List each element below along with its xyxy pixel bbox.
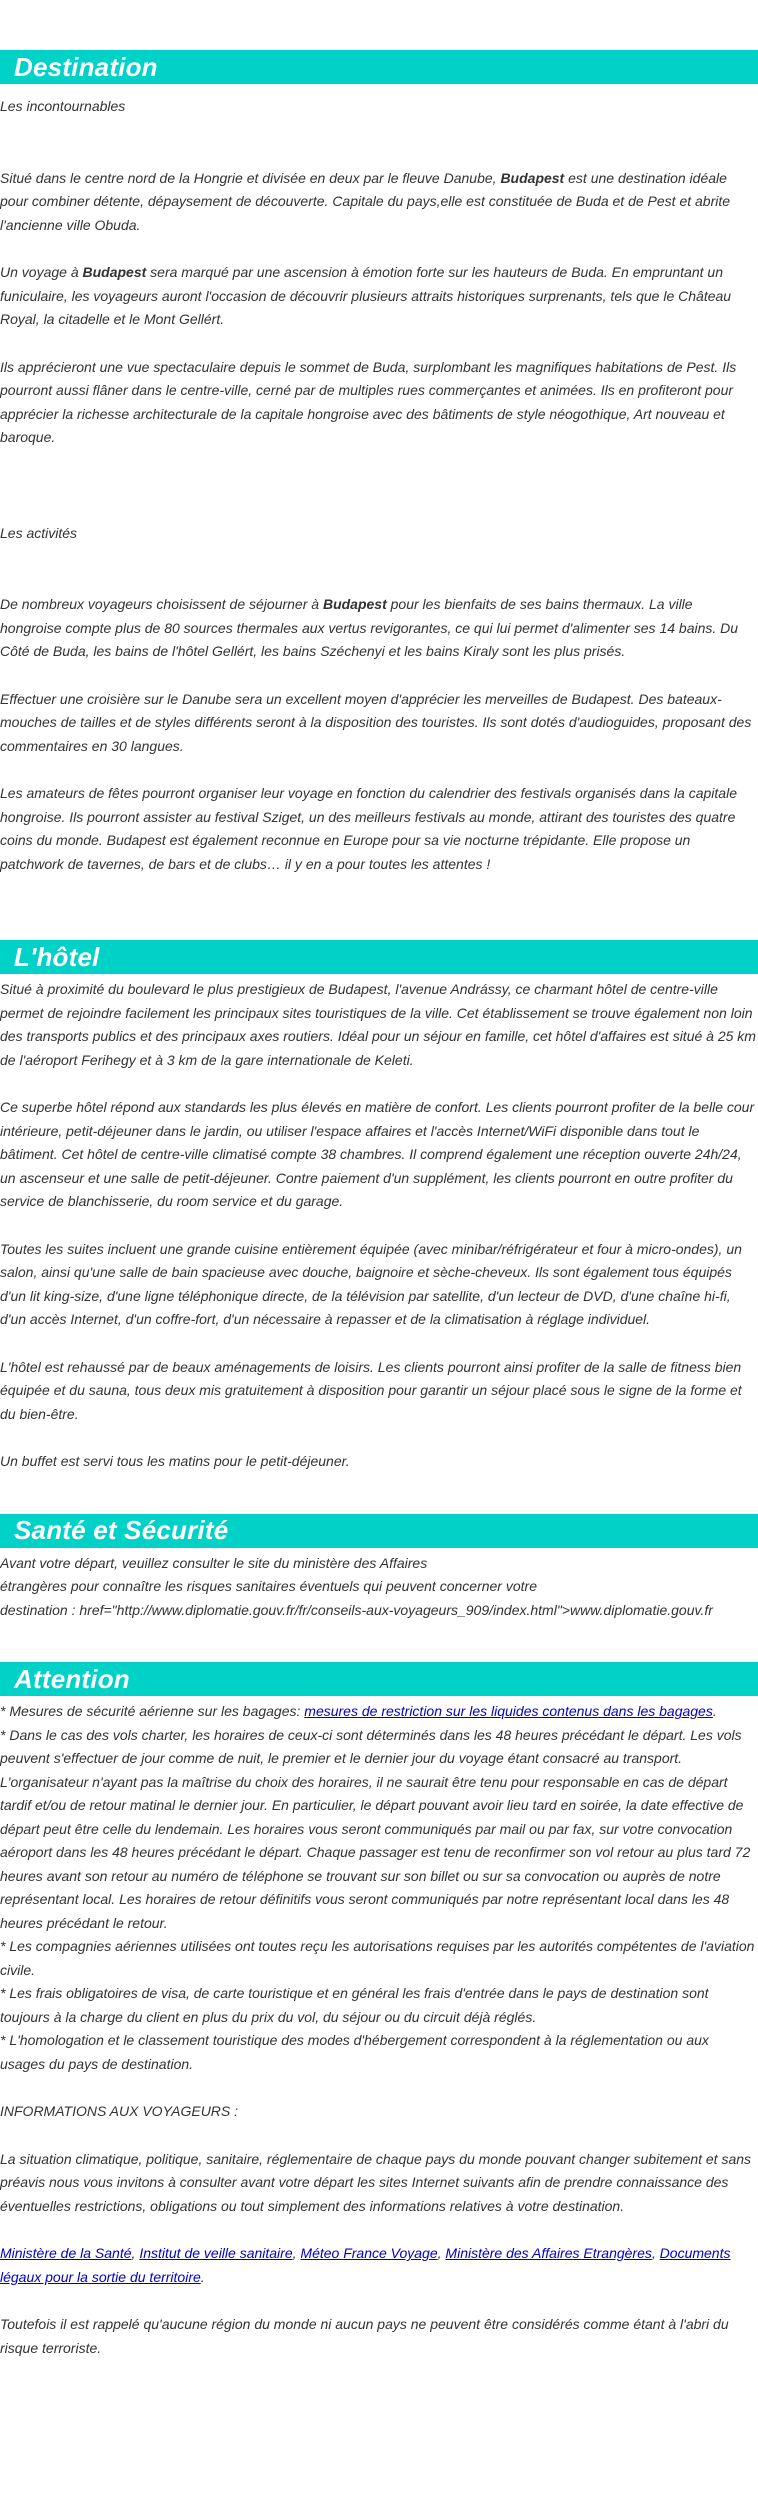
- destination-paragraph: [0, 167, 758, 238]
- attention-title: Attention: [14, 1663, 130, 1694]
- attention-item: * Les frais obligatoires de visa, de carte touristique et en général les frais d'entrée dans le pays de destination sont toujours à la charge du client en plus du prix du vol, du séjour ou du circuit déjà réglés.: [0, 1985, 709, 2025]
- hotel-paragraph: Ce superbe hôtel répond aux standards les plus élevés en matière de confort. Les clients pourront profiter de la belle cour intérieure, petit-déjeuner dans le jardin, ou utiliser l'espace affaires et l'accès Internet/WiFi disponible dans tout le bâtiment. Cet hôtel de centre-ville climatisé compte 38 chambres. Il comprend également une réception ouverte 24h/24, un ascenseur et une salle de petit-déjeuner. Contre paiement d'un supplément, les clients pourront en outre profiter du service de blanchisserie, du room service et du garage.: [0, 1099, 755, 1209]
- separator: .: [200, 2268, 205, 2285]
- hotel-title: L'hôtel: [14, 941, 100, 972]
- separator: ,: [651, 2245, 660, 2261]
- text-span: Situé dans le centre nord de la Hongrie et divisée en deux par le fleuve Danube,: [0, 169, 501, 186]
- hotel-paragraph: Toutes les suites incluent une grande cuisine entièrement équipée (avec minibar/réfrigérateur et four à micro-ondes), un salon, ainsi qu'une salle de bain spacieuse avec douche, baignoire et sèche-cheveux. Ils sont également tous équipés d'un lit king-size, d'une ligne téléphonique directe, de la télévision par satellite, d'un lecteur de DVD, d'une chaîne hi-fi, d'un accès Internet, d'un coffre-fort, d'un nécessaire à repasser et de la climatisation à réglage individuel.: [0, 1240, 742, 1327]
- text-span: Un voyage à: [0, 264, 83, 280]
- attention-item: * Dans le cas des vols charter, les horaires de ceux-ci sont déterminés dans les 48 heures précédant le départ. Les vols peuvent s'effectuer de jour comme de nuit, le premier et le dernier jour du voyage étant consacré au transport. L'organisateur n'ayant pas la maîtrise du choix des horaires, il ne saurait être tenu pour responsable en cas de départ tardif et/ou de retour matinal le dernier jour. En particulier, le départ pouvant avoir lieu tard en soirée, la date effective de départ peut être celle du lendemain. Les horaires vous seront communiqués par mail ou par fax, sur votre convocation aéroport dans les 48 heures précédant le départ. Chaque passager est tenu de reconfirmer son vol retour au plus tard 72 heures avant son retour au numéro de téléphone se trouvant sur son billet ou sur sa convocation ou auprès de notre représentant local. Les horaires de retour définitifs vous seront communiqués par notre représentant local dans les 48 heures précédant le retour.: [0, 1726, 751, 1931]
- health-title: Santé et Sécurité: [14, 1515, 229, 1545]
- info-links: [0, 2242, 758, 2289]
- text-span: sera marqué par une ascension à émotion forte sur les hauteurs de Buda. En empruntant un funiculaire, les voyageurs auront l'occasion de découvrir plusieurs attraits historiques surprenants, tels que le Château Royal, la citadelle et le Mont Gellért.: [0, 264, 732, 327]
- final-paragraph: Toutefois il est rappelé qu'aucune région du monde ni aucun pays ne peuvent être considérés comme étant à l'abri du risque terroriste.: [0, 2316, 729, 2356]
- link-ministere-affaires-etrangeres[interactable]: Ministère des Affaires Etrangères: [445, 2245, 652, 2261]
- link-institut-veille-sanitaire[interactable]: Institut de veille sanitaire: [139, 2245, 293, 2261]
- destination-paragraph: [0, 593, 758, 664]
- separator: ,: [437, 2245, 446, 2261]
- destination-paragraph: [0, 261, 758, 332]
- separator: ,: [131, 2245, 140, 2261]
- info-heading: INFORMATIONS AUX VOYAGEURS :: [0, 2103, 239, 2119]
- destination-paragraph: Ils apprécieront une vue spectaculaire depuis le sommet de Buda, surplombant les magnifiques habitations de Pest. Ils pourront aussi flâner dans le centre-ville, cerné par de multiples rues commerçantes et animées. Ils en profiteront pour apprécier la richesse architecturale de la capitale hongroise avec des bâtiments de style néogothique, Art nouveau et baroque.: [0, 358, 737, 445]
- text-span: * Mesures de sécurité aérienne sur les bagages:: [0, 1703, 305, 1719]
- destination-subtitle-activites: Les activités: [0, 524, 78, 541]
- link-meteo-france-voyage[interactable]: Méteo France Voyage: [300, 2245, 438, 2261]
- health-line: étrangères pour connaître les risques sanitaires éventuels qui peuvent concerner votre: [0, 1578, 537, 1594]
- text-span: De nombreux voyageurs choisissent de séjourner à: [0, 596, 323, 612]
- attention-item: * L'homologation et le classement touristique des modes d'hébergement correspondent à la réglementation ou aux usages du pays de destination.: [0, 2032, 709, 2072]
- health-header: [0, 1514, 758, 1548]
- hotel-header: [0, 940, 758, 974]
- bold-city: Budapest: [322, 596, 387, 612]
- text-span: est une destination idéale pour combiner détente, dépaysement de découverte. Capitale du pays,elle est constituée de Buda et de Pest et abrite l'ancienne ville Obuda.: [0, 169, 731, 233]
- health-line: Avant votre départ, veuillez consulter le site du ministère des Affaires: [0, 1554, 428, 1571]
- destination-paragraph: Effectuer une croisière sur le Danube sera un excellent moyen d'apprécier les merveilles de Budapest. Des bateaux-mouches de tailles et de styles différents seront à la disposition des touristes. Ils sont dotés d'audioguides, proposant des commentaires en 30 langues.: [0, 690, 752, 754]
- hotel-paragraph: Un buffet est servi tous les matins pour le petit-déjeuner.: [0, 1453, 350, 1469]
- destination-subtitle-incontournables: Les incontournables: [0, 98, 126, 114]
- destination-title: Destination: [14, 51, 158, 82]
- link-documents-legaux[interactable]: Documents légaux pour la sortie du territoire: [0, 2245, 731, 2285]
- info-paragraph: La situation climatique, politique, sanitaire, réglementaire de chaque pays du monde pouvant changer subitement et sans préavis nous vous invitons à consulter avant votre départ les sites Internet suivants afin de prendre connaissance des éventuelles restrictions, obligations ou tout simplement des informations relatives à votre destination.: [0, 2150, 752, 2214]
- text-span: pour les bienfaits de ses bains thermaux. La ville hongroise compte plus de 80 sources thermales aux vertus revigorantes, ce qui lui permet d'alimenter ses 14 bains. Du Côté de Buda, les bains de l'hôtel Gellért, les bains Széchenyi et les bains Kiraly sont les plus prisés.: [0, 596, 739, 659]
- text-span: .: [712, 1703, 717, 1719]
- link-ministere-sante[interactable]: Ministère de la Santé: [0, 2245, 132, 2261]
- attention-item: * Les compagnies aériennes utilisées ont toutes reçu les autorisations requises par les autorités compétentes de l'aviation civile.: [0, 1938, 755, 1978]
- destination-paragraph: Les amateurs de fêtes pourront organiser leur voyage en fonction du calendrier des festivals organisés dans la capitale hongroise. Ils pourront assister au festival Sziget, un des meilleurs festivals au monde, attirant des touristes des quatre coins du monde. Budapest est également reconnue en Europe pour sa vie nocturne trépidante. Elle propose un patchwork de tavernes, de bars et de clubs… il y en a pour toutes les attentes !: [0, 785, 737, 872]
- hotel-paragraph: L'hôtel est rehaussé par de beaux aménagements de loisirs. Les clients pourront ainsi profiter de la salle de fitness bien équipée et du sauna, tous deux mis gratuitement à disposition pour garantir un séjour placé sous le signe de la forme et du bien-être.: [0, 1358, 742, 1422]
- liquids-restriction-link[interactable]: mesures de restriction sur les liquides contenus dans les bagages: [304, 1703, 713, 1719]
- destination-header: [0, 50, 758, 84]
- attention-item: [0, 1700, 758, 1724]
- separator: ,: [292, 2245, 301, 2261]
- bold-city: Budapest: [82, 264, 147, 280]
- health-line: destination : href="http://www.diplomatie.gouv.fr/fr/conseils-aux-voyageurs_909/index.html">www.diplomatie.gouv.fr: [0, 1601, 713, 1618]
- hotel-paragraph: Situé à proximité du boulevard le plus prestigieux de Budapest, l'avenue Andrássy, ce charmant hôtel de centre-ville permet de rejoindre facilement les principaux sites touristiques de la ville. Cet établissement se trouve également non loin des transports publics et des principaux axes routiers. Idéal pour un séjour en famille, cet hôtel d'affaires est situé à 25 km de l'aéroport Ferihegy et à 3 km de la gare internationale de Keleti.: [0, 981, 756, 1068]
- attention-header: [0, 1662, 758, 1696]
- bold-city: Budapest: [500, 169, 565, 186]
